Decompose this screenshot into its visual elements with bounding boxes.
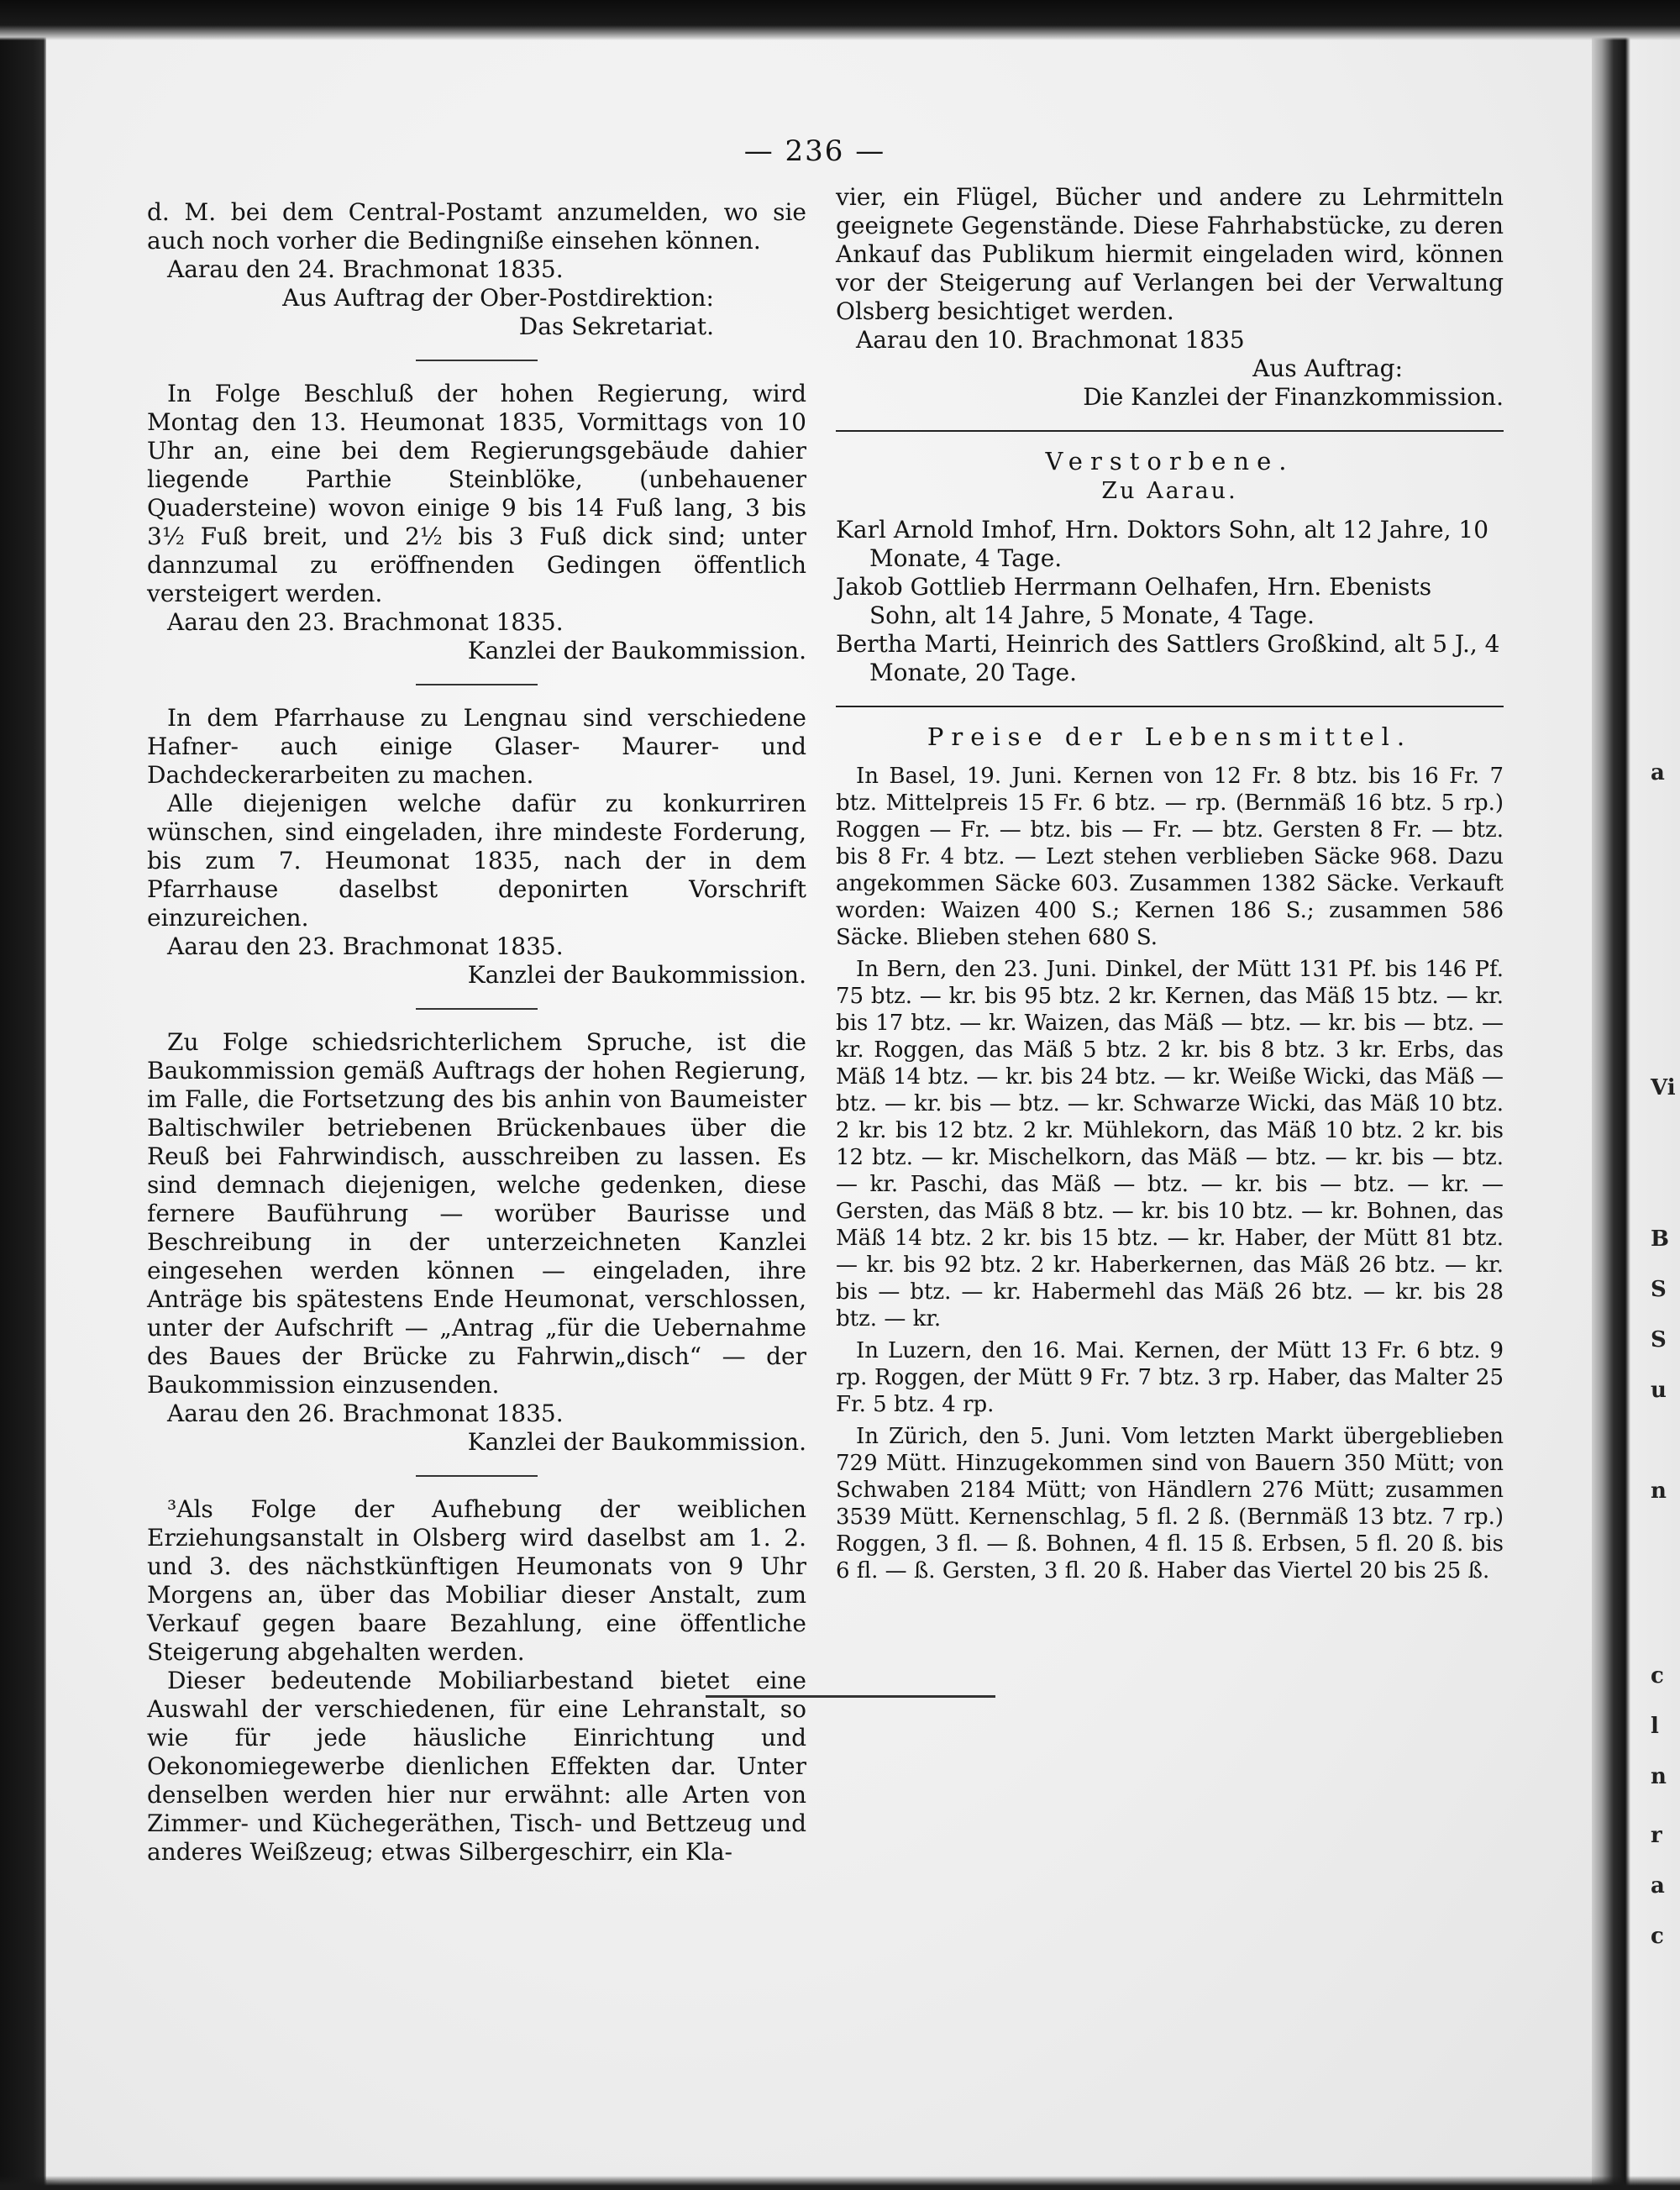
- section-divider: [836, 706, 1504, 707]
- next-page-glyph: r: [1651, 1823, 1662, 1848]
- section-divider: [416, 360, 538, 361]
- deceased-entry: Karl Arnold Imhof, Hrn. Doktors Sohn, alt 12 Jahre, 10 Monate, 4 Tage.: [836, 516, 1489, 572]
- olsberg-notice-text: ³Als Folge der Aufhebung der weiblichen Erziehungsanstalt in Olsberg wird daselbst am 1. 2. und 3. des nächstkünftigen Heumonats von 9 Uhr Morgens an, über das Mobiliar dieser Anstalt, zum Verkauf gegen baare Bezahlung, eine öffentliche Steigerung abgehalten werden.: [147, 1495, 806, 1666]
- book-binding-edge: [1592, 34, 1680, 2190]
- next-page-glyph: Vi: [1651, 1075, 1676, 1100]
- signature-line: Das Sekretariat.: [518, 312, 714, 340]
- prices-heading: Preise der Lebensmittel.: [927, 722, 1413, 751]
- place-date: Aarau den 23. Brachmonat 1835.: [167, 932, 564, 960]
- next-page-glyph: c: [1651, 1924, 1664, 1949]
- signature-line: Aus Auftrag:: [1252, 354, 1403, 382]
- deceased-entry: Jakob Gottlieb Herrmann Oelhafen, Hrn. Ebenists Sohn, alt 14 Jahre, 5 Monate, 4 Tage.: [836, 573, 1432, 629]
- prices-basel: In Basel, 19. Juni. Kernen von 12 Fr. 8 btz. bis 16 Fr. 7 btz. Mittelpreis 15 Fr. 6 btz. — rp. (Bernmäß 16 btz. 5 rp.) Roggen — Fr. — btz. bis — Fr. — btz. Gersten 8 Fr. — btz. bis 8 Fr. 4 btz. — Lezt stehen verblieben Säcke 968. Dazu angekommen Säcke 603. Zusammen 1382 Säcke. Verkauft worden: Waizen 400 S.; Kernen 186 S.; zusammen 586 Säcke. Blieben stehen 680 S.: [836, 764, 1504, 950]
- section-divider: [416, 1475, 538, 1477]
- next-page-glyph: S: [1651, 1277, 1667, 1302]
- next-page-glyph: n: [1651, 1764, 1667, 1789]
- left-column: [147, 198, 806, 1867]
- lengnau-notice-text: In dem Pfarrhause zu Lengnau sind verschiedene Hafner- auch einige Glaser- Maurer- und Dachdeckerarbeiten zu machen.: [147, 704, 806, 789]
- lengnau-notice-text: Alle diejenigen welche dafür zu konkurriren wünschen, sind eingeladen, ihre mindeste Forderung, bis zum 7. Heumonat 1835, nach der in dem Pfarrhause daselbst deponirten Vorschrift einzureichen.: [147, 790, 806, 932]
- top-scan-edge: [0, 0, 1680, 40]
- signature-line: Aus Auftrag der Ober-Postdirektion:: [282, 284, 714, 312]
- deceased-location: Zu Aarau.: [1101, 478, 1238, 504]
- stone-notice-text: In Folge Beschluß der hohen Regierung, wird Montag den 13. Heumonat 1835, Vormittags von 10 Uhr an, eine bei dem Regierungsgebäude dahier liegende Parthie Steinblöke, (unbehauener Quadersteine) wovon einige 9 bis 14 Fuß lang, 3 bis 3½ Fuß breit, und 2½ bis 3 Fuß dick sind; unter dannzumal zu eröffnenden Gedingen öffentlich versteigert werden.: [147, 380, 806, 607]
- next-page-glyph: a: [1651, 1873, 1665, 1899]
- place-date: Aarau den 10. Brachmonat 1835: [856, 326, 1245, 354]
- page-number: — 236 —: [743, 134, 886, 168]
- next-page-glyph: B: [1651, 1226, 1669, 1252]
- section-divider: [836, 430, 1504, 432]
- next-page-glyph: n: [1651, 1478, 1667, 1504]
- bridge-notice-text: Zu Folge schiedsrichterlichem Spruche, ist die Baukommission gemäß Auftrags der hohen Regierung, im Falle, die Fortsetzung des bis anhin von Baumeister Baltischwiler betriebenen Brückenbaues über die Reuß bei Fahrwindisch, ausschreiben zu lassen. Es sind demnach diejenigen, welche gedenken, diese fernere Bauführung — worüber Baurisse und Beschreibung in der unterzeichneten Kanzlei eingesehen werden können — eingeladen, ihre Anträge bis spätestens Ende Heumonat, verschlossen, unter der Aufschrift — „Antrag „für die Uebernahme des Baues der Brücke zu Fahrwin„disch“ — der Baukommission einzusenden.: [147, 1028, 806, 1399]
- next-page-glyph: S: [1651, 1327, 1667, 1352]
- signature-line: Kanzlei der Baukommission.: [467, 637, 806, 664]
- right-column: [836, 183, 1504, 1584]
- next-page-glyph: a: [1651, 760, 1665, 785]
- olsberg-continued-text: vier, ein Flügel, Bücher und andere zu Lehrmitteln geeignete Gegenstände. Diese Fahrhabstücke, zu deren Ankauf das Publikum hiermit eingeladen wird, können vor der Steigerung auf Verlangen bei der Verwaltung Olsberg besichtiget werden.: [836, 183, 1504, 325]
- next-page-glyph: l: [1651, 1714, 1659, 1739]
- olsberg-notice-text: Dieser bedeutende Mobiliarbestand bietet eine Auswahl der verschiedenen, für eine Lehranstalt, so wie für jede häusliche Einrichtung und Oekonomiegewerbe dienlichen Effekten dar. Unter denselben werden hier nur erwähnt: alle Arten von Zimmer- und Küchegeräthen, Tisch- und Bettzeug und anderes Weißzeug; etwas Silbergeschirr, ein Kla-: [147, 1667, 806, 1866]
- place-date: Aarau den 23. Brachmonat 1835.: [167, 608, 564, 636]
- place-date: Aarau den 24. Brachmonat 1835.: [167, 255, 564, 283]
- next-page-glyph: c: [1651, 1663, 1664, 1688]
- bottom-scan-edge: [0, 2176, 1680, 2190]
- prices-zuerich: In Zürich, den 5. Juni. Vom letzten Markt übergeblieben 729 Mütt. Hinzugekommen sind von Bauern 350 Mütt; von Schwaben 2184 Mütt; von Händlern 276 Mütt; zusammen 3539 Mütt. Kernenschlag, 5 fl. 2 ß. (Bernmäß 13 btz. 7 rp.) Roggen, 3 fl. — ß. Bohnen, 4 fl. 15 ß. Erbsen, 5 fl. 20 ß. bis 6 fl. — ß. Gersten, 3 fl. 20 ß. Haber das Viertel 20 bis 25 ß.: [836, 1424, 1504, 1583]
- section-divider: [416, 1008, 538, 1010]
- prices-luzern: In Luzern, den 16. Mai. Kernen, der Mütt 13 Fr. 6 btz. 9 rp. Roggen, der Mütt 9 Fr. 7 btz. 3 rp. Haber, das Malter 25 Fr. 5 btz. 4 rp.: [836, 1338, 1504, 1417]
- signature-line: Kanzlei der Baukommission.: [467, 961, 806, 989]
- prices-bern: In Bern, den 23. Juni. Dinkel, der Mütt 131 Pf. bis 146 Pf. 75 btz. — kr. bis 95 btz. 2 kr. Kernen, das Mäß 15 btz. — kr. bis 17 btz. — kr. Waizen, das Mäß — btz. — kr. bis — btz. — kr. Roggen, das Mäß 5 btz. 2 kr. bis 8 btz. 3 kr. Erbs, das Mäß 14 btz. — kr. bis 24 btz. — kr. Weiße Wicki, das Mäß — btz. — kr. bis — btz. — kr. Schwarze Wicki, das Mäß 10 btz. 2 kr. bis 12 btz. 2 kr. Mühlekorn, das Mäß 10 btz. 2 kr. bis 12 btz. — kr. Mischelkorn, das Mäß — btz. — kr. bis — btz. — kr. Paschi, das Mäß — btz. — kr. bis — btz. — kr. — Gersten, das Mäß 8 btz. — kr. bis 10 btz. — kr. Bohnen, das Mäß 14 btz. 2 kr. bis 15 btz. — kr. Haber, der Mütt 81 btz. — kr. bis 92 btz. 2 kr. Haberkernen, das Mäß 26 btz. — kr. bis — btz. — kr. Habermehl das Mäß 26 btz. — kr. bis 28 btz. — kr.: [836, 957, 1504, 1331]
- section-divider: [416, 684, 538, 685]
- post-notice-text: d. M. bei dem Central-Postamt anzumelden, wo sie auch noch vorher die Bedingniße einsehen können.: [147, 198, 806, 255]
- place-date: Aarau den 26. Brachmonat 1835.: [167, 1400, 564, 1427]
- signature-line: Die Kanzlei der Finanzkommission.: [1083, 383, 1504, 411]
- next-page-glyph: u: [1651, 1378, 1667, 1403]
- deceased-heading: Verstorbene.: [1045, 447, 1294, 475]
- prices-section: [836, 763, 1504, 1584]
- signature-line: Kanzlei der Baukommission.: [467, 1428, 806, 1456]
- end-divider: [706, 1695, 995, 1698]
- deceased-entry: Bertha Marti, Heinrich des Sattlers Großkind, alt 5 J., 4 Monate, 20 Tage.: [836, 630, 1500, 686]
